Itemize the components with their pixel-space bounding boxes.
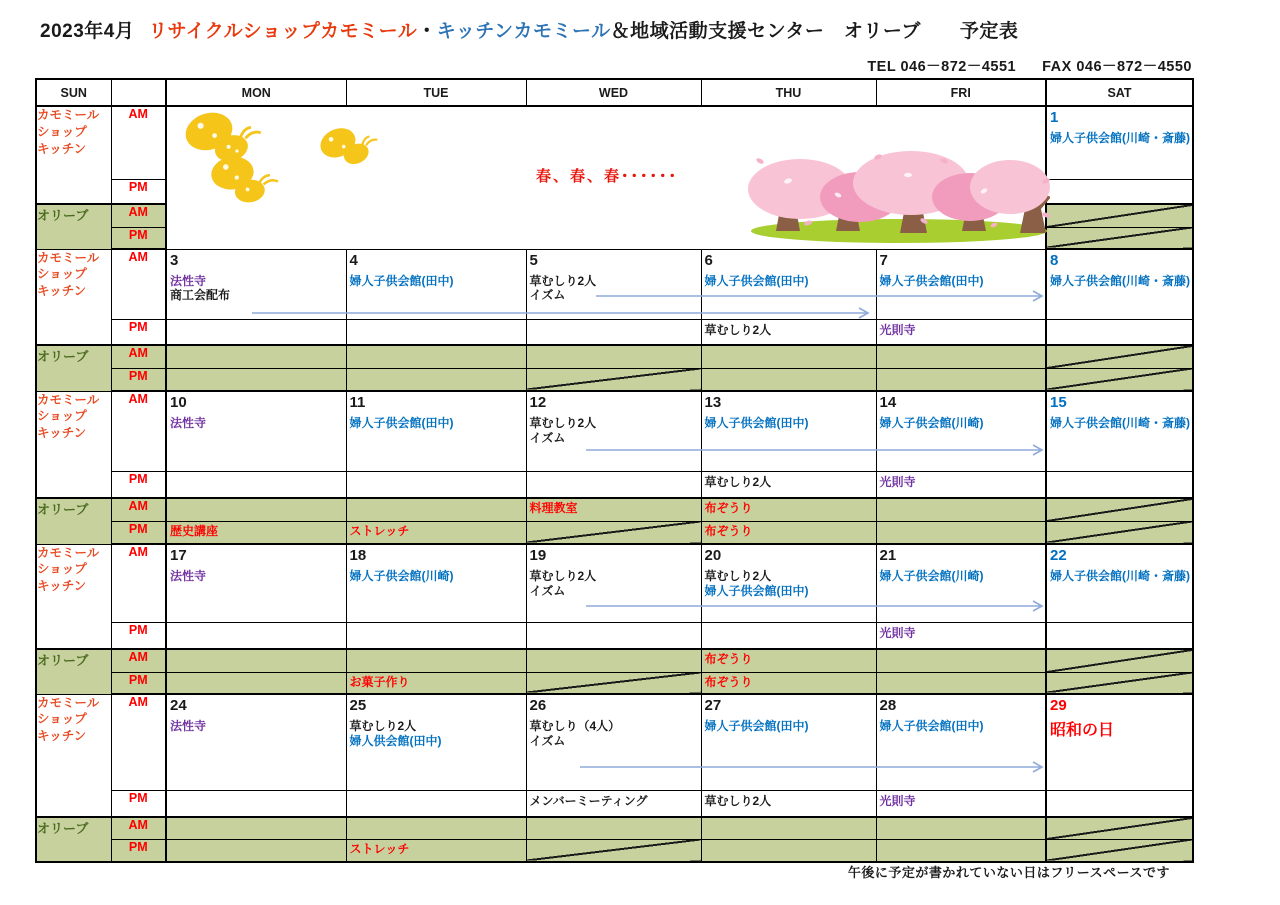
week2-pm-row [36, 319, 1193, 345]
event-text: 婦人子供会館(田中) [349, 273, 454, 288]
event-text: 婦人子供会館(田中) [704, 273, 809, 288]
event-text: 光則寺 [879, 322, 916, 337]
cell-w4-thu-olive-am [701, 649, 876, 672]
day-number: 20 [704, 547, 722, 564]
pm-label: PM [111, 839, 166, 862]
cell-w4-fri-olive-am [876, 649, 1046, 672]
event-text: 草むしり2人 [704, 322, 772, 337]
day-number: 10 [170, 394, 187, 411]
contact-line [867, 55, 1192, 76]
row-label-kamomiru: カモミール ショップ キッチン [36, 249, 111, 345]
row-label-olive: オリーブ [36, 204, 111, 249]
cell-w2-mon-am [166, 249, 346, 319]
cell-w2-thu-am [701, 249, 876, 319]
cell-w3-thu-pm [701, 471, 876, 498]
day-number: 1 [1050, 109, 1059, 126]
event-text: 婦人子供会館(川崎・斎藤) [1050, 569, 1190, 583]
weekday-tue: TUE [346, 79, 526, 106]
cell-w3-mon-olive-pm [166, 521, 346, 544]
cell-w5-mon-am [166, 694, 346, 790]
cell-w4-mon-olive-am [166, 649, 346, 672]
event-text: お菓子作り [349, 674, 410, 689]
title-shop-name: リサイクルショップカモミール [148, 21, 418, 42]
week2-am-row [36, 249, 1193, 319]
title-separator: ・ [417, 21, 437, 42]
day-number: 15 [1050, 394, 1067, 411]
page-title [40, 16, 1018, 43]
cell-w4-mon-olive-pm [166, 672, 346, 694]
event-text: 法性寺 [170, 416, 207, 430]
cell-w2-fri-pm [876, 319, 1046, 345]
calendar-table [35, 78, 1194, 863]
cell-w5-thu-pm [701, 790, 876, 817]
cell-w5-fri-pm [876, 790, 1046, 817]
cell-w4-tue-pm [346, 622, 526, 649]
cell-w3-tue-olive-am [346, 498, 526, 521]
row-label-kamomiru: カモミール ショップ キッチン [36, 544, 111, 649]
cell-w5-mon-pm [166, 790, 346, 817]
cell-w3-wed-olive-am [526, 498, 701, 521]
week2-olive-am-row [36, 345, 1193, 368]
pm-label: PM [111, 790, 166, 817]
pm-label: PM [111, 227, 166, 249]
event-text: 布ぞうり [704, 501, 753, 515]
cell-w5-fri-olive-am [876, 817, 1046, 839]
event-text: 婦人供会館(田中) [349, 733, 442, 748]
day-number: 11 [349, 394, 366, 411]
event-text: 草むしり2人 [704, 474, 772, 489]
cell-w1-sat-pm [1046, 179, 1193, 204]
cell-w3-tue-pm [346, 471, 526, 498]
event-text: 法性寺 [170, 273, 207, 288]
cell-w5-sat-olive-am [1046, 817, 1193, 839]
event-text: 婦人子供会館(田中) [704, 416, 809, 430]
cell-w3-sat-olive-pm [1046, 521, 1193, 544]
cell-w5-wed-pm [526, 790, 701, 817]
event-text: 昭和の日 [1050, 722, 1115, 739]
weekday-thu: THU [701, 79, 876, 106]
day-number: 5 [529, 251, 538, 269]
cell-w3-mon-olive-am [166, 498, 346, 521]
cell-w2-mon-olive-am [166, 345, 346, 368]
week4-olive-am-row [36, 649, 1193, 672]
cell-w3-sat-pm [1046, 471, 1193, 498]
cell-w5-sat-am [1046, 694, 1193, 790]
cell-w3-wed-am [526, 391, 701, 471]
event-text: 草むしり2人 [529, 569, 597, 583]
week5-am-row [36, 694, 1193, 790]
day-number: 13 [704, 394, 722, 411]
cell-w4-fri-pm [876, 622, 1046, 649]
weekday-blank [111, 79, 166, 106]
pm-label: PM [111, 521, 166, 544]
event-text: 布ぞうり [704, 674, 753, 689]
week5-olive-pm-row [36, 839, 1193, 862]
cell-w3-fri-olive-pm [876, 521, 1046, 544]
event-text: 法性寺 [170, 569, 207, 583]
day-number: 26 [529, 697, 547, 714]
cell-w2-thu-olive-am [701, 345, 876, 368]
cell-w4-fri-am [876, 544, 1046, 622]
cell-w3-thu-olive-pm [701, 521, 876, 544]
event-text: 婦人子供会館(川崎) [879, 569, 984, 583]
cell-w3-tue-olive-pm [346, 521, 526, 544]
day-number: 28 [879, 697, 897, 714]
cell-w3-thu-am [701, 391, 876, 471]
cell-w4-thu-olive-pm [701, 672, 876, 694]
day-number: 24 [170, 697, 187, 714]
cell-w5-tue-olive-am [346, 817, 526, 839]
pm-label: PM [111, 672, 166, 694]
week3-olive-am-row [36, 498, 1193, 521]
day-number: 8 [1050, 252, 1059, 269]
event-text: イズム [529, 583, 566, 598]
cell-w2-wed-olive-am [526, 345, 701, 368]
event-text: 光則寺 [879, 474, 916, 489]
footer-note: 午後に予定が書かれていない日はフリースペースです [847, 865, 1170, 880]
event-text: イズム [529, 733, 566, 748]
cell-w3-thu-olive-am [701, 498, 876, 521]
day-number: 29 [1050, 697, 1067, 714]
day-number: 18 [349, 547, 367, 564]
week4-pm-row [36, 622, 1193, 649]
am-label: AM [111, 345, 166, 368]
event-text: 婦人子供会館(田中) [704, 719, 809, 733]
cell-w5-wed-am [526, 694, 701, 790]
event-text: 光則寺 [879, 625, 916, 640]
title-rest: ＆地域活動支援センター オリーブ 予定表 [610, 21, 1019, 42]
am-label: AM [111, 544, 166, 622]
cell-w3-fri-am [876, 391, 1046, 471]
contact-tel: TEL 046－872－4551 [867, 59, 1017, 75]
pm-label: PM [111, 319, 166, 345]
cell-w4-sat-am [1046, 544, 1193, 622]
event-text: ストレッチ [349, 841, 410, 856]
cell-w4-tue-olive-pm [346, 672, 526, 694]
event-text: 草むしり2人 [349, 719, 417, 733]
weekday-fri: FRI [876, 79, 1046, 106]
cell-w1-sat-olive-pm [1046, 227, 1193, 249]
cell-w3-fri-olive-am [876, 498, 1046, 521]
pm-label: PM [111, 368, 166, 391]
cell-w2-sat-pm [1046, 319, 1193, 345]
row-label-olive: オリーブ [36, 817, 111, 862]
event-text: 法性寺 [170, 719, 207, 733]
am-label: AM [111, 204, 166, 227]
day-number: 17 [170, 547, 187, 564]
cell-w3-wed-pm [526, 471, 701, 498]
cell-w4-wed-am [526, 544, 701, 622]
cell-w5-sat-olive-pm [1046, 839, 1193, 862]
cell-w5-tue-olive-pm [346, 839, 526, 862]
day-number: 19 [529, 547, 547, 564]
pm-label: PM [111, 622, 166, 649]
week3-olive-pm-row [36, 521, 1193, 544]
event-text: 婦人子供会館(川崎) [879, 416, 984, 430]
cell-w4-tue-olive-am [346, 649, 526, 672]
cell-w2-tue-olive-am [346, 345, 526, 368]
event-text: 草むしり2人 [529, 273, 597, 288]
cell-w5-mon-olive-pm [166, 839, 346, 862]
cell-w4-wed-olive-pm [526, 672, 701, 694]
cell-w2-tue-olive-pm [346, 368, 526, 391]
cell-w4-thu-am [701, 544, 876, 622]
event-text: 婦人子供会館(川崎・斎藤) [1050, 416, 1190, 430]
title-kitchen-name: キッチンカモミール [436, 21, 611, 42]
cell-w5-wed-olive-am [526, 817, 701, 839]
event-text: ストレッチ [349, 523, 410, 538]
week3-pm-row [36, 471, 1193, 498]
cell-w2-wed-olive-pm [526, 368, 701, 391]
cell-w4-thu-pm [701, 622, 876, 649]
cell-w4-tue-am [346, 544, 526, 622]
contact-fax: FAX 046－872－4550 [1042, 59, 1192, 75]
title-month: 2023年4月 [40, 21, 135, 42]
pm-label: PM [111, 471, 166, 498]
row-label-kamomiru: カモミール ショップ キッチン [36, 694, 111, 817]
event-text: 婦人子供会館(田中) [879, 719, 984, 733]
event-text: 布ぞうり [704, 523, 753, 538]
event-text: 歴史講座 [170, 523, 219, 538]
week1-decoration-cell [166, 106, 1046, 249]
cell-w2-sat-olive-am [1046, 345, 1193, 368]
event-text: 商工会配布 [170, 288, 231, 302]
row-label-olive: オリーブ [36, 649, 111, 694]
cell-w2-fri-am [876, 249, 1046, 319]
cell-w3-sat-olive-am [1046, 498, 1193, 521]
am-label: AM [111, 498, 166, 521]
am-label: AM [111, 106, 166, 179]
week1-am-row [36, 106, 1193, 179]
cell-w5-thu-olive-am [701, 817, 876, 839]
event-text: 婦人子供会館(田中) [704, 583, 809, 598]
cell-w5-tue-pm [346, 790, 526, 817]
week4-am-row [36, 544, 1193, 622]
event-text: 草むしり2人 [704, 793, 772, 808]
event-text: 婦人子供会館(川崎) [349, 569, 454, 583]
day-number: 6 [704, 251, 713, 269]
cell-w2-sat-am [1046, 249, 1193, 319]
event-text: 草むしり（4人） [529, 719, 621, 733]
cell-w2-fri-olive-am [876, 345, 1046, 368]
week4-olive-pm-row [36, 672, 1193, 694]
cell-w4-sat-olive-pm [1046, 672, 1193, 694]
week5-olive-am-row [36, 817, 1193, 839]
cell-w5-mon-olive-am [166, 817, 346, 839]
row-label-olive: オリーブ [36, 498, 111, 544]
cell-w4-mon-pm [166, 622, 346, 649]
cell-w2-sat-olive-pm [1046, 368, 1193, 391]
cell-w5-thu-olive-pm [701, 839, 876, 862]
cell-w3-wed-olive-pm [526, 521, 701, 544]
cell-w2-tue-pm [346, 319, 526, 345]
cell-w2-tue-am [346, 249, 526, 319]
cell-w5-sat-pm [1046, 790, 1193, 817]
week5-pm-row [36, 790, 1193, 817]
event-text: 料理教室 [529, 501, 578, 515]
day-number: 22 [1050, 547, 1067, 564]
row-label-kamomiru: カモミール ショップ キッチン [36, 391, 111, 498]
weekday-mon: MON [166, 79, 346, 106]
cell-w4-wed-pm [526, 622, 701, 649]
am-label: AM [111, 694, 166, 790]
pm-label: PM [111, 179, 166, 204]
am-label: AM [111, 391, 166, 471]
cell-w4-fri-olive-pm [876, 672, 1046, 694]
weekday-header-row [36, 79, 1193, 106]
day-number: 21 [879, 547, 897, 564]
day-number: 3 [170, 251, 179, 269]
weekday-sun: SUN [36, 79, 111, 106]
event-text: 婦人子供会館(川崎・斎藤) [1050, 131, 1190, 145]
day-number: 25 [349, 697, 367, 714]
cell-w4-sat-pm [1046, 622, 1193, 649]
spring-text: 春、春、春･･････ [536, 168, 679, 185]
cell-w5-fri-olive-pm [876, 839, 1046, 862]
cell-w2-fri-olive-pm [876, 368, 1046, 391]
event-text: 草むしり2人 [529, 416, 597, 430]
cell-w3-sat-am [1046, 391, 1193, 471]
cell-w5-thu-am [701, 694, 876, 790]
event-text: 光則寺 [879, 793, 916, 808]
am-label: AM [111, 649, 166, 672]
cell-w2-thu-olive-pm [701, 368, 876, 391]
event-text: イズム [529, 430, 566, 445]
day-number: 27 [704, 697, 722, 714]
cell-w4-sat-olive-am [1046, 649, 1193, 672]
event-text: 婦人子供会館(田中) [879, 273, 984, 288]
cell-w1-sat-olive-am [1046, 204, 1193, 227]
cell-w5-fri-am [876, 694, 1046, 790]
cell-w4-wed-olive-am [526, 649, 701, 672]
cell-w3-mon-am [166, 391, 346, 471]
weekday-sat: SAT [1046, 79, 1193, 106]
cell-w2-mon-olive-pm [166, 368, 346, 391]
cell-w2-mon-pm [166, 319, 346, 345]
day-number: 7 [879, 251, 888, 269]
row-label-kamomiru: カモミール ショップ キッチン [36, 106, 111, 204]
cell-w3-fri-pm [876, 471, 1046, 498]
event-text: 婦人子供会館(田中) [349, 416, 454, 430]
week2-olive-pm-row [36, 368, 1193, 391]
am-label: AM [111, 249, 166, 319]
event-text: 婦人子供会館(川崎・斎藤) [1050, 274, 1190, 288]
weekday-wed: WED [526, 79, 701, 106]
am-label: AM [111, 817, 166, 839]
event-text: イズム [529, 288, 566, 302]
day-number: 12 [529, 394, 547, 411]
cell-w5-tue-am [346, 694, 526, 790]
cell-w2-wed-pm [526, 319, 701, 345]
day-number: 14 [879, 394, 897, 411]
row-label-olive: オリーブ [36, 345, 111, 391]
day-number: 4 [349, 251, 358, 269]
event-text: メンバーミーティング [529, 793, 648, 808]
week3-am-row [36, 391, 1193, 471]
cell-w2-thu-pm [701, 319, 876, 345]
cell-w3-tue-am [346, 391, 526, 471]
cell-w3-mon-pm [166, 471, 346, 498]
cell-w4-mon-am [166, 544, 346, 622]
event-text: 草むしり2人 [704, 569, 772, 583]
cell-w2-wed-am [526, 249, 701, 319]
cell-w1-sat-am [1046, 106, 1193, 179]
cell-w5-wed-olive-pm [526, 839, 701, 862]
event-text: 布ぞうり [704, 652, 753, 666]
